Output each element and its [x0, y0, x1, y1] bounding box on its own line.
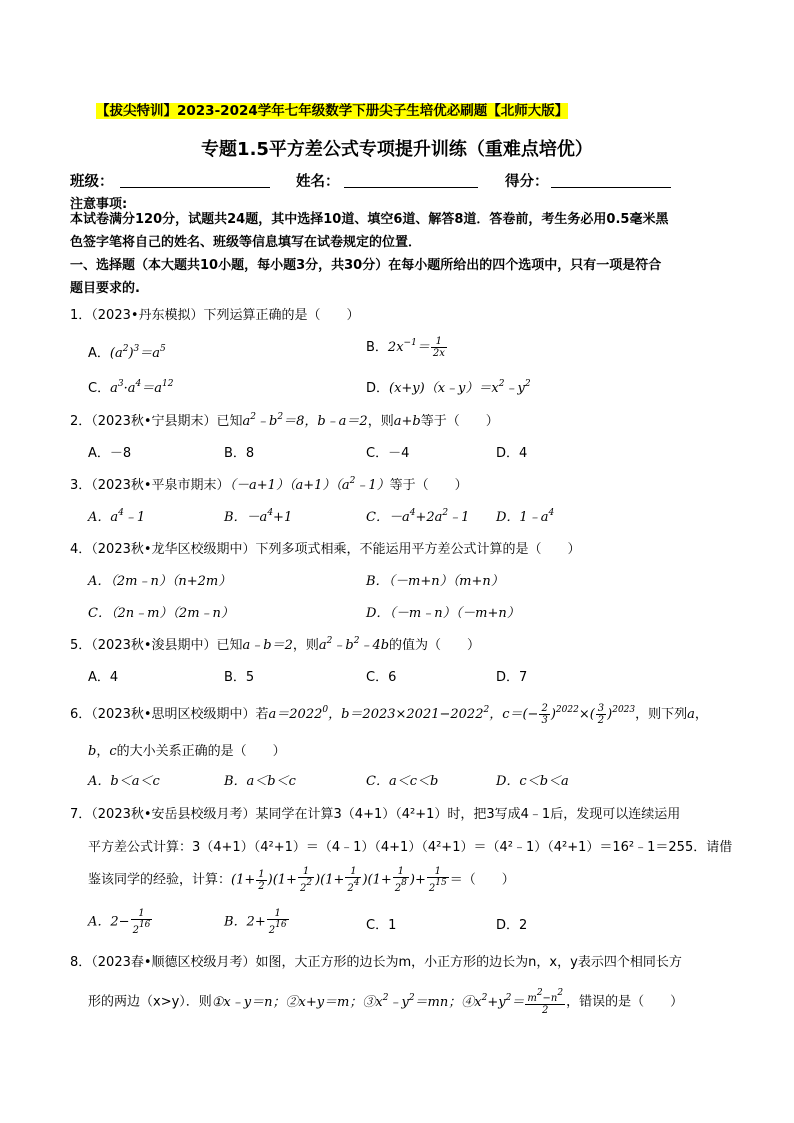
- question-4-option-a[interactable]: A．（2m﹣n）（n+2m）: [88, 574, 232, 589]
- question-2-option-d[interactable]: D．4: [496, 446, 528, 461]
- question-2-stem: 2．（2023秋•宁县期末）已知$a^2﹣b^2=8$，b﹣a＝2，则a+b等于（ ）: [70, 412, 499, 429]
- question-6-option-d[interactable]: D．c＜b＜a: [496, 774, 569, 789]
- question-7-line1: 7．（2023秋•安岳县校级月考）某同学在计算3（4+1）（4²+1）时，把3写成4﹣1后，发现可以连续运用: [70, 807, 681, 822]
- question-6-option-a[interactable]: A．b＜a＜c: [88, 774, 160, 789]
- page-title: 专题1.5平方差公式专项提升训练（重难点培优）: [201, 139, 593, 160]
- question-8-line2: 形的两边（x>y）．则①x﹣y＝n；②x+y＝m；$③x^2﹣y^2=mn$；$④x^2+y^2=$ $\frac{m^2-n^2}{2}$ ，错误的是（ ）: [88, 988, 684, 1016]
- question-5-stem: 5．（2023秋•浚县期中）已知a﹣b＝2，则$a^2﹣b^2﹣4b$的值为（ ）: [70, 636, 481, 653]
- name-blank[interactable]: [344, 187, 478, 188]
- question-7-option-a[interactable]: A．2− $\frac{1}{2^{16}}$: [88, 908, 151, 936]
- question-2-option-b[interactable]: B．8: [224, 446, 255, 461]
- question-3-option-c[interactable]: C．$-a^4+2a^2﹣1$: [366, 508, 470, 525]
- question-6-stem-line2: b，c的大小关系正确的是（ ）: [88, 744, 286, 759]
- score-label: 得分：: [505, 174, 549, 190]
- question-1-option-d[interactable]: D．$(x+y)(x﹣y)=x^2﹣y^2$: [366, 379, 531, 396]
- question-2-option-a[interactable]: A．－8: [88, 446, 132, 461]
- question-3-stem: 3．（2023秋•平泉市期末）$(-a+1)(a+1)(a^2﹣1)$等于（ ）: [70, 476, 468, 493]
- question-2-option-c[interactable]: C．－4: [366, 446, 410, 461]
- question-1-option-a[interactable]: A．$(a^2)^3=a^5$: [88, 344, 166, 361]
- question-3-option-b[interactable]: B．$-a^4+1$: [224, 508, 293, 525]
- question-4-stem: 4．（2023秋•龙华区校级期中）下列多项式相乘，不能运用平方差公式计算的是（ ）: [70, 542, 581, 557]
- class-blank[interactable]: [120, 187, 270, 188]
- question-4-option-b[interactable]: B．（－m+n）（m+n）: [366, 574, 504, 589]
- question-7-option-c[interactable]: C．1: [366, 918, 397, 933]
- question-7-option-b[interactable]: B．2+ $\frac{1}{2^{16}}$: [224, 908, 287, 936]
- question-6-option-c[interactable]: C．a＜c＜b: [366, 774, 439, 789]
- question-8-line1: 8．（2023春•顺德区校级月考）如图，大正方形的边长为m，小正方形的边长为n，x，y表示四个相同长方: [70, 955, 682, 970]
- question-7-line2: 平方差公式计算：3（4+1）（4²+1）＝（4﹣1）（4+1）（4²+1）＝（4²﹣1）（4²+1）＝16²﹣1＝255．请借: [88, 840, 733, 855]
- question-6-stem: 6．（2023秋•思明区校级期中）若$a=2022^0$，$b=2023\times 2021-2022^2$，c＝(− $\frac{2}{3}$ )$^{2022}$×( $\frac{3}{2}$ )$^{2023}$，则下列a，: [70, 703, 708, 726]
- score-blank[interactable]: [551, 187, 671, 188]
- section-heading-line2: 题目要求的.: [70, 281, 140, 296]
- question-3-option-a[interactable]: A．$a^4﹣1$: [88, 508, 146, 525]
- question-7-line3: 鉴该同学的经验，计算：(1+ $\frac{1}{2}$ )(1+ $\frac{1}{2^2}$ )(1+ $\frac{1}{2^4}$ )(1+ $\frac{1}{2^8}$ )+ $\frac{1}{2^{15}}$ ＝（ ）: [88, 866, 515, 894]
- notice-line1: 本试卷满分120分，试题共24题，其中选择10道、填空6道、解答8道．答卷前，考生务必用0.5毫米黑: [70, 212, 669, 227]
- question-4-option-d[interactable]: D．（－m﹣n）（－m+n）: [366, 606, 520, 621]
- question-6-option-b[interactable]: B．a＜b＜c: [224, 774, 296, 789]
- notice-line2: 色签字笔将自己的姓名、班级等信息填写在试卷规定的位置．: [70, 235, 422, 250]
- notice-heading: 注意事项:: [70, 197, 128, 212]
- question-5-option-d[interactable]: D．7: [496, 670, 528, 685]
- question-1-option-c[interactable]: C．$a^3\cdot a^4=a^{12}$: [88, 379, 174, 396]
- question-3-option-d[interactable]: D．$1﹣a^4$: [496, 508, 555, 525]
- question-5-option-a[interactable]: A．4: [88, 670, 119, 685]
- question-5-option-c[interactable]: C．6: [366, 670, 397, 685]
- exam-banner: 【拔尖特训】2023-2024学年七年级数学下册尖子生培优必刷题【北师大版】: [96, 103, 569, 119]
- question-1-option-b[interactable]: B．$2x^{-1}=$ $\frac{1}{2x}$: [366, 336, 445, 359]
- question-1-stem: 1．（2023•丹东模拟）下列运算正确的是（ ）: [70, 308, 360, 323]
- question-4-option-c[interactable]: C．（2n﹣m）（2m﹣n）: [88, 606, 234, 621]
- question-7-option-d[interactable]: D．2: [496, 918, 528, 933]
- question-5-option-b[interactable]: B．5: [224, 670, 255, 685]
- class-label: 班级：: [70, 174, 114, 190]
- name-label: 姓名：: [296, 174, 340, 190]
- section-heading-line1: 一、选择题（本大题共10小题，每小题3分，共30分）在每小题所给出的四个选项中，只有一项是符合: [70, 258, 662, 273]
